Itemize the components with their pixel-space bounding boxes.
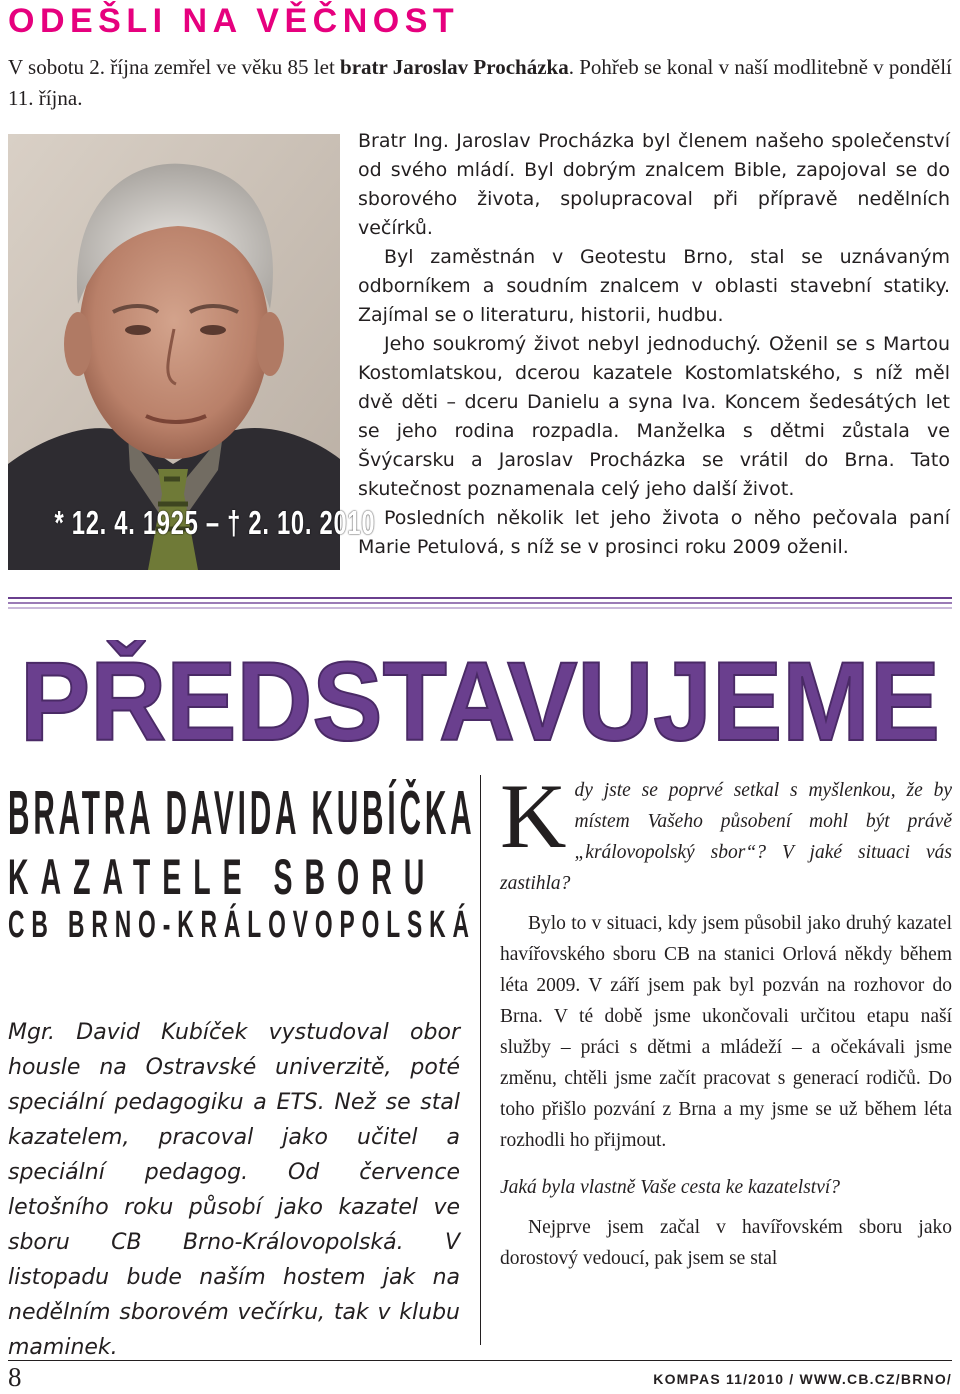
interview-question-1 <box>500 765 952 899</box>
drop-cap: K <box>500 765 567 867</box>
obituary-paragraph: Bratr Ing. Jaroslav Procházka byl členem našeho společenství od svého mládí. Byl dobrým znalcem Bible, zapojoval se do sborového života, spolupracoval při přípravě nedělních večírků. <box>358 130 950 239</box>
intro-text-part2: . Pohřeb se konal v naší modlitebně v pondělí 11. října. <box>8 55 952 110</box>
obituary-paragraph: Byl zaměstnán v Geotestu Brno, stal se uznávaným odborníkem a soudním znalcem v oblasti stavební statiky. Zajímal se o literaturu, historii, hudbu. <box>358 246 950 326</box>
obituary-intro <box>8 52 952 114</box>
obituary-paragraph: Posledních několik let jeho života o něho pečovala paní Marie Petulová, s níž se v prosinci roku 2009 oženil. <box>358 507 950 558</box>
interview-answer-2: Nejprve jsem začal v havířovském sboru jako dorostový vedoucí, pak jsem se stal <box>500 1217 952 1269</box>
life-dates: * 12. 4. 1925 – † 2. 10. 2010 <box>54 504 376 541</box>
section-heading-introducing <box>8 640 952 760</box>
page-number: 8 <box>8 1362 22 1392</box>
footer-rule <box>8 1360 952 1361</box>
obituary-paragraph: Jeho soukromý život nebyl jednoduchý. Oženil se s Martou Kostomlatskou, dcerou kazatele Kostomlatského, s níž měl dvě děti – dceru Danielu a syna Iva. Koncem šedesátých let se jeho rodina rozpadla. Manželka s dětmi zůstala ve Švýcarsku a Jaroslav Procházka se vrátil do Brna. Tato skutečnost poznamenala celý jeho další život. <box>358 333 950 500</box>
interview-answer-1: Bylo to v situaci, kdy jsem působil jako druhý kazatel havířovského sboru CB na stanici Orlová někdy během léta 2009. V září jsem pak byl pozván na rozhovor do Brna. V té době jsme ukončovali určitou etapu naší služby – práci s dětmi a mládeží – a očekávali jsme změnu, chtěli jsme začít pracovat s generací rodičů. Do toho přišlo pozvání z Brna a my jsme se už během léta rozhodli ho přijmout. <box>500 913 952 1151</box>
question-text: dy jste se poprvé setkal s myšlenkou, že by místem Vašeho působení mohl být právě „královopolský sbor“? V jaké situaci vás zastihla? <box>500 780 952 894</box>
interview <box>500 765 952 1274</box>
obituary-body <box>358 127 950 562</box>
deceased-name: bratr Jaroslav Procházka <box>340 55 569 79</box>
subtitle-name: BRATRA DAVIDA KUBÍČKA <box>8 779 476 848</box>
subtitle-church: CB BRNO-KRÁLOVOPOLSKÁ <box>8 904 476 946</box>
interview-question-2: Jaká byla vlastně Vaše cesta ke kazatelství? <box>500 1177 841 1198</box>
column-rule <box>480 775 481 1345</box>
section-heading-obituaries: ODEŠLI NA VĚČNOST <box>8 2 460 40</box>
bio-text: Mgr. David Kubíček vystudoval obor housle na Ostravské univerzitě, poté speciální pedagogiku a ETS. Než se stal kazatelem, pracoval jako učitel a speciální pedagog. Od července letošního roku působí jako kazatel ve sboru CB Brno-Královopolská. V listopadu bude naším hostem jak na nedělním sborovém večírku, tak v klubu maminek. <box>8 1020 460 1360</box>
intro-text-part1: V sobotu 2. října zemřel ve věku 85 let <box>8 55 341 79</box>
subtitle-role: KAZATELE SBORU <box>8 849 437 905</box>
footer-text: KOMPAS 11/2010 / WWW.CB.CZ/BRNO/ <box>653 1371 952 1387</box>
section-divider <box>8 596 952 608</box>
section-heading-text: PŘEDSTAVUJEME <box>20 640 940 760</box>
